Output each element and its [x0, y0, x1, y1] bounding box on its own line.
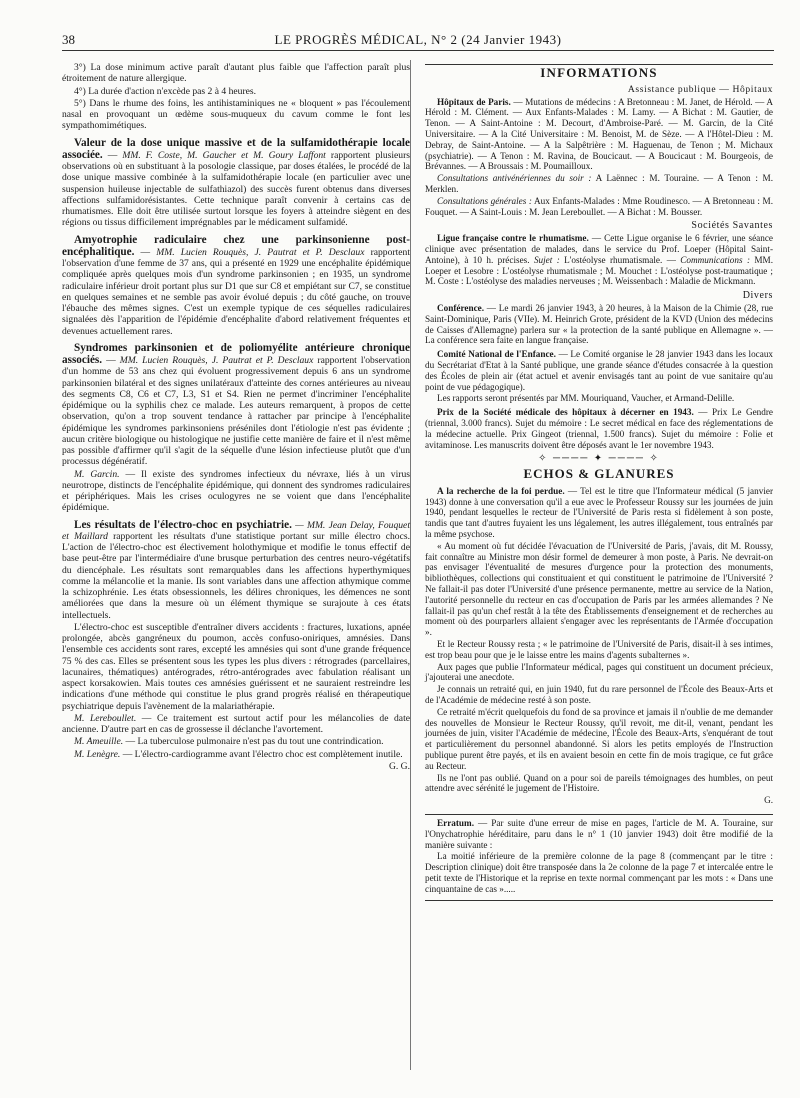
page-number: 38 [62, 32, 75, 47]
echo-paragraph-5: Je connais un retraité qui, en juin 1940, fut du rare personnel de l'École des Beaux-Arts et de l'Académie de médecine resté à son poste. [425, 684, 773, 706]
section-informations: INFORMATIONS [425, 64, 773, 79]
item-body: — Tel est le titre que l'Informateur médical (5 janvier 1943) donne à une conversation qu'il a eue avec le Professeur Roussy sur les journées de juin 1940, pendant lesquelles le recteur de l'Université de Paris resta si fidèlement à son poste, tandis que tant d'autres fuyaient les uns légalement, les autres illégalement, tous entraînés par la même psychose. [425, 485, 774, 540]
article-body: rapportent l'observation d'un homme de 53 ans chez qui évoluent progressivement depuis 6 ans un syndrome parkinsonien bilatéral et des signes unilatéraux d'atteinte des cornes antérieures au niveau des segments C8, C6 et C7, L3, S1 et S4. Rien ne permet d'incriminer l'encéphalite épidémique ou la syphilis chez ce malade. Les auteurs remarquent, à propos de cette observation, qu'on a trop souvent tendance à rattacher par principe à l'encéphalite épidémique les syndromes parkinsoniens préséniles dont l'étiologie n'est pas évidente ; aucun critère biologique ou histologique ne justifie cette manière de faire et il n'est même pas possible d'affirmer qu'il s'agit de la séquelle d'une lésion infectieuse plutôt que d'un processus dégénératif. [62, 355, 410, 468]
item-body: — Mutations de médecins : A Bretonneau : M. Janet, de Hérold. — A Hérold : M. Clément. — Aux Enfants-Malades : M. Lamy. — A Bichat : M. Gautier, de Tenon. — A Saint-Antoine : M. Decourt, d'Ambroise-Paré. — M. Garcin, de la Cité Universitaire. — A la Cité Universitaire : M. Benoist, M. de Sèze. — A l'Hôtel-Dieu : M. Debray, de Saint-Antoine. — A la Salpêtrière : M. Haguenau, de Tenon ; M. Michaux (psychiatrie). — A Tenon : M. Ravina, de Boucicaut. — A Boucicaut : M. Bourgeois, de Brévannes. — A Broussais : M. Poumailloux. [425, 96, 774, 172]
item-title: Erratum. [437, 818, 474, 828]
item-body: — Cette Ligue organise le 6 février, une séance clinique avec présentation de malades, dans le service du Prof. Loeper (Hôpital Saint-Antoine), à 10 h. précises. [425, 233, 773, 265]
dose-item-4: 4°) La durée d'action n'excède pas 2 à 4 heures. [74, 85, 257, 97]
speaker-name: M. Lenègre. [74, 748, 121, 760]
dose-item-3: 3°) La dose minimum active paraît d'autant plus faible que l'affection paraît plus étroitement de nature allergique. [62, 62, 410, 85]
subsection-assistance: Assistance publique — Hôpitaux [627, 83, 773, 95]
article-body: rapportent les résultats d'une statistique portant sur mille électro chocs. L'action de l'électro-choc est électivement holothymique et modifie le tonus effectif de base peut-être par l'intermédiaire d'une brusque perturbation des centres neuro-végétatifs du diencéphale. Les résultats sont remarquables dans les affections hyperthymiques comme la mélancolie et la manie. Ils sont variables dans une affection athymique comme la schizophrénie. Les états obsessionnels, les délires chroniques, les démences ne sont améliorées que dans la mesure où un élément thymique se surajoute à ces états intellectuels. [62, 530, 410, 621]
item-prix [425, 407, 773, 450]
signature: G. [764, 795, 773, 806]
item-title: Hôpitaux de Paris. [437, 96, 511, 107]
item-label: Consultations antivénériennes du soir : [437, 173, 592, 184]
speaker-text: — Ce traitement est surtout actif pour les mélancolies de date ancienne. D'autre part en cas de grossesse il déclanche l'avortement. [62, 712, 410, 735]
article-body: rapportent plusieurs observations où en substituant à la posologie classique, par doses étalées, le procédé de la dose unique massive combinée à la sulfamidothérapie locale (en particulier avec une suspension huileuse injectable de sulfathiazol) des succès furent obtenus dans diverses affections sulfamidorésistantes. Cette technique paraît convenir à certains cas de rhumatismes. Elle doit être utilisée surtout lorsque les foyers à atteindre siègent en des régions ou tissus difficilement imprégnables par le médicament sulfamidé. [62, 149, 410, 229]
item-body: — Le Comité organise le 28 janvier 1943 dans les locaux du Secrétariat d'Etat à la Santé publique, une grande séance d'études consacrée à la question des Écoles de plein air (état actuel et avenir envisagés tant au point de vue sanitaire qu'au point de vue pédagogique). [425, 349, 774, 392]
item-body: — Prix Le Gendre (triennal, 3.000 francs). Sujet du mémoire : Le secret médical en face des réglementations de la médecine actuelle. Prix Gingeot (triennal, 1.500 francs). Sujet du mémoire : Folie et avitaminose. Les manuscrits doivent être déposés avant le 1er novembre 1943. [425, 407, 774, 450]
subsection-divers: Divers [742, 290, 773, 302]
item-body: A Laënnec : M. Touraine. — A Tenon : M. Merklen. [425, 173, 774, 194]
right-column [425, 62, 773, 901]
ornament-divider: ✧ ──── ✦ ──── ✧ [538, 453, 660, 465]
article-authors: MM. Lucien Rouquès, J. Pautrat et P. Desclaux [156, 246, 365, 258]
item-label: Sujet : [533, 254, 560, 265]
echo-paragraph-3: Et le Recteur Roussy resta ; « le patrimoine de l'Université de Paris, disait-il à ses intimes, est trop beau pour que je le laisse entre les mains d'agents subalternes ». [425, 639, 773, 660]
article-amyotrophie: Amyotrophie radiculaire chez une parkinsonienne post-encéphalitique. — MM. Lucien Rouquès, J. Pautrat et P. Desclaux rapportent l'observation d'une femme de 37 ans, qui a présenté en 1929 une encéphalite épidémique compliquée après quelques mois d'un syndrome parkinsonien ; en 1935, un syndrome radiculaire inférieur droit portant plus sur D1 que sur C8 et empiétant sur C7, se constitue en quelques semaines et ne semble pas avoir évolué depuis ; du côté gauche, on trouve l'ébauche des mêmes signes. C'est un exemple typique de ces séquelles radiculaires signalées dès l'apparition de l'épidémie d'encéphalite d'abord relativement fréquentes et devenues actuellement rares. [62, 233, 410, 337]
article-body: rapportent l'observation d'une femme de 37 ans, qui a présenté en 1929 une encéphalite épidémique compliquée après quelques mois d'un syndrome parkinsonien ; en 1935, un syndrome radiculaire inférieur droit portant plus sur D1 que sur C8 et empiétant sur C7, se constitue en quelques semaines et ne semble pas avoir évolué depuis ; du côté gauche, on trouve l'ébauche des mêmes signes. C'est un exemple typique de ces séquelles radiculaires signalées dès l'apparition de l'épidémie d'encéphalite d'abord relativement fréquentes et devenues actuellement rares. [62, 246, 410, 337]
item-body: — Le mardi 26 janvier 1943, à 20 heures, à la Maison de la Chimie (28, rue Saint-Dominique, Paris (VIIe). M. Heinrich Grote, président de la KVD (Union des médecins de Caisses d'Allemagne) parlera sur « la protection de la santé publique en Allemagne ». — La conférence sera faite en langue française. [425, 302, 773, 346]
speaker-name: M. Lereboullet. [74, 712, 137, 724]
signature: G. G. [388, 760, 410, 772]
speaker-text: — L'électro-cardiogramme avant l'électro choc est complètement inutile. [122, 748, 403, 760]
erratum-box [425, 814, 773, 901]
article-electrochoc [62, 519, 410, 621]
erratum-paragraph-2: La moitié inférieure de la première colonne de la page 8 (commençant par le titre : Description clinique) doit être transposée dans la 2e colonne de la page 7 et intercalée entre le petit texte de l'Historique et la reprise en texte normal commençant par les mots : « Dans une cinquantaine de cas »..... [425, 851, 773, 894]
journal-title: LE PROGRÈS MÉDICAL, N° 2 (24 Janvier 1943) [274, 32, 562, 47]
item-body: L'ostéolyse rhumatismale. — [564, 254, 676, 265]
speaker-text: — Il existe des syndromes infectieux du névraxe, liés à un virus neurotrope, distincts de l'encéphalite épidémique, qui donnent des syndromes radiculaires et périphériques. Mais les crises oculogyres ne se voient que dans l'encéphalite épidémique. [62, 468, 410, 514]
echo-paragraph-2: « Au moment où fut décidée l'évacuation de l'Université de Paris, j'avais, dit M. Roussy, fait connaître au Ministre mon désir formel de demeurer à mon poste, à Paris. Ne devrait-on pas envisager l'éventualité de mesures d'urgence pour la protection des monuments, bibliothèques, collections qui constituaient et qui constituent le patrimoine de l'Université ? Ne fallait-il pas doter l'Université d'une présence permanente, mettre au service de la Nation, l'autorité personnelle du recteur en cas d'occupation de Paris par les armées allemandes ? Ne fallait-il pas qu'un chef restât à la tête des Établissements d'enseignement et de recherches au moment où des pourparlers allaient s'engager avec les représentants de l'Armée d'occupation ». [425, 540, 773, 638]
item-label: Consultations générales : [437, 195, 532, 206]
left-column [62, 62, 410, 773]
article-title: Les résultats de l'électro-choc en psychiatrie. [74, 518, 292, 531]
echo-paragraph-7: Ils ne l'ont pas oublié. Quand on a pour soi de pareils témoignages des humbles, on peut attendre avec sérénité le jugement de l'Histoire. [425, 772, 773, 794]
item-conference [425, 303, 773, 346]
echo-paragraph-4: Aux pages que publie l'Informateur médical, pages qui constituent un document précieux, j'ajouterai une anecdote. [425, 661, 773, 683]
discussion-garcin [62, 469, 410, 514]
discussion-lereboullet [62, 713, 410, 736]
article-authors: — MM. Jean Delay, Fouquet et Maillard [62, 519, 410, 542]
article-title: Valeur de la dose unique massive et de la sulfamidothérapie locale associée. [62, 136, 410, 161]
page-header [62, 30, 774, 51]
discussion-ameuille [62, 736, 410, 747]
item-ligue [425, 233, 773, 287]
item-consultations-soir [425, 173, 773, 195]
item-hopitaux [425, 97, 773, 173]
item-comite-2: Les rapports seront présentés par MM. Mouriquand, Vaucher, et Armand-Delille. [437, 393, 735, 404]
article-authors: MM. Lucien Rouquès, J. Pautrat et P. Desclaux [119, 355, 314, 366]
erratum-paragraph-1 [425, 818, 773, 850]
discussion-lenegre [62, 749, 410, 760]
echo-paragraph-6: Ce retraité m'écrit quelquefois du fond de sa province et jamais il n'oublie de me demander des nouvelles de Monsieur le Recteur Roussy, qu'il revoit, me dit-il, venant, pendant les journées de juin, visiter l'Académie de médecine, l'École des Beaux-Arts, s'enquérant de tout et particulièrement du personnel abandonné. Si alors les petits employés de l'Instruction publique purent être payés, et ils en avaient besoin en cette fin de mois tragique, ce fut grâce au Recteur. [425, 706, 773, 771]
item-title: Comité National de l'Enfance. [437, 349, 556, 360]
item-title: Prix de la Société médicale des hôpitaux à décerner en 1943. [437, 407, 694, 418]
article-syndromes: Syndromes parkinsonien et de poliomyélite antérieure chronique associés. — MM. Lucien Rouquès, J. Pautrat et P. Desclaux rapportent l'observation d'un homme de 53 ans chez qui évoluent progressivement depuis 6 ans un syndrome parkinsonien bilatéral et des signes unilatéraux d'atteinte des cornes antérieures au niveau des segments C8, C6 et C7, L3, S1 et S4. Rien ne permet d'incriminer l'encéphalite épidémique ou la syphilis chez ce malade. Les auteurs remarquent, à propos de cette observation, qu'on a trop souvent tendance à rattacher par principe à l'encéphalite épidémique les syndromes parkinsoniens préséniles dont l'étiologie n'est pas évidente ; aucun critère biologique ou histologique ne justifie cette manière de faire et il n'est même pas possible d'affirmer qu'il s'agit de la séquelle d'une lésion infectieuse plutôt que d'un processus dégénératif. [62, 341, 410, 468]
speaker-name: M. Ameuille. [74, 736, 124, 748]
article-sulfamido: Valeur de la dose unique massive et de la sulfamidothérapie locale associée. — MM. F. Coste, M. Gaucher et M. Goury Laffont rapportent plusieurs observations où en substituant à la posologie classique, par doses étalées, le procédé de la dose unique massive combinée à la sulfamidothérapie locale (en particulier avec une suspension huileuse injectable de sulfathiazol) des succès furent obtenus dans diverses affections sulfamidorésistantes. Cette technique paraît convenir à certains cas de rhumatismes. Elle doit être utilisée surtout lorsque les foyers à atteindre siègent en des régions ou tissus difficilement imprégnables par le médicament sulfamidé. [62, 136, 410, 229]
item-body: Aux Enfants-Malades : Mme Roudinesco. — A Bretonneau : M. Fouquet. — A Saint-Louis : M. Jean Lereboullet. — A Bichat : M. Bousser. [425, 195, 773, 217]
article-body-2: L'électro-choc est susceptible d'entraîner divers accidents : fractures, luxations, apnée prolongée, abcès gangréneux du poumon, accès confuso-oniriques, amnésies. Dans l'ensemble ces accidents sont rares, excepté les amnésies qui sont d'une grande fréquence 75 % des cas. Elles se présentent sous les types les plus divers : rétrogrades (parcellaires, lacunaires, thématiques) antérogrades, rétro-antérogrades avec fabulation réalisant un aspect korsakowien. Mais toutes ces amnésies guérissent et ne sauraient restreindre les indications d'une méthode qui constitue le plus grand progrès réalisé en thérapeutique psychiatrique depuis l'avènement de la malariathérapie. [62, 621, 410, 712]
item-body: MM. Loeper et Lesobre : L'ostéolyse rhumatismale ; M. Mouchet : L'ostéolyse post-traumatique ; M. Coste : L'ostéolyse des maladies nerveuses ; M. Weissenbach : Maladie de Mickmann. [425, 254, 774, 287]
column-divider [410, 60, 411, 1070]
item-title: Ligue française contre le rhumatisme. [437, 233, 589, 244]
echo-paragraph-1 [425, 486, 773, 540]
speaker-name: M. Garcin. [74, 468, 120, 480]
article-title: Amyotrophie radiculaire chez une parkinsonienne post-encéphalitique. [62, 233, 410, 258]
article-title: Syndromes parkinsonien et de poliomyélite antérieure chronique associés. [62, 341, 410, 366]
dose-item-5: 5°) Dans le rhume des foins, les antihistaminiques ne « bloquent » pas l'écoulement nasal en provoquant un œdème sous-muqueux du cavum comme le font les sympathomimétiques. [62, 97, 410, 132]
speaker-text: — La tuberculose pulmonaire n'est pas du tout une contrindication. [125, 736, 384, 748]
subsection-societes: Sociétés Savantes [691, 220, 773, 232]
section-echos: ECHOS & GLANURES [523, 466, 675, 482]
item-title: A la recherche de la foi perdue. [437, 485, 565, 496]
item-consultations-generales [425, 196, 773, 218]
item-body: — Par suite d'une erreur de mise en pages, l'article de M. A. Touraine, sur l'Onychatrophie héréditaire, paru dans le n° 1 (10 janvier 1943) doit être modifié de la manière suivante : [425, 818, 774, 850]
item-label: Communications : [680, 254, 750, 265]
item-title: Conférence. [437, 302, 485, 313]
article-authors: MM. F. Coste, M. Gaucher et M. Goury Laffont [122, 149, 326, 161]
item-comite [425, 349, 773, 392]
